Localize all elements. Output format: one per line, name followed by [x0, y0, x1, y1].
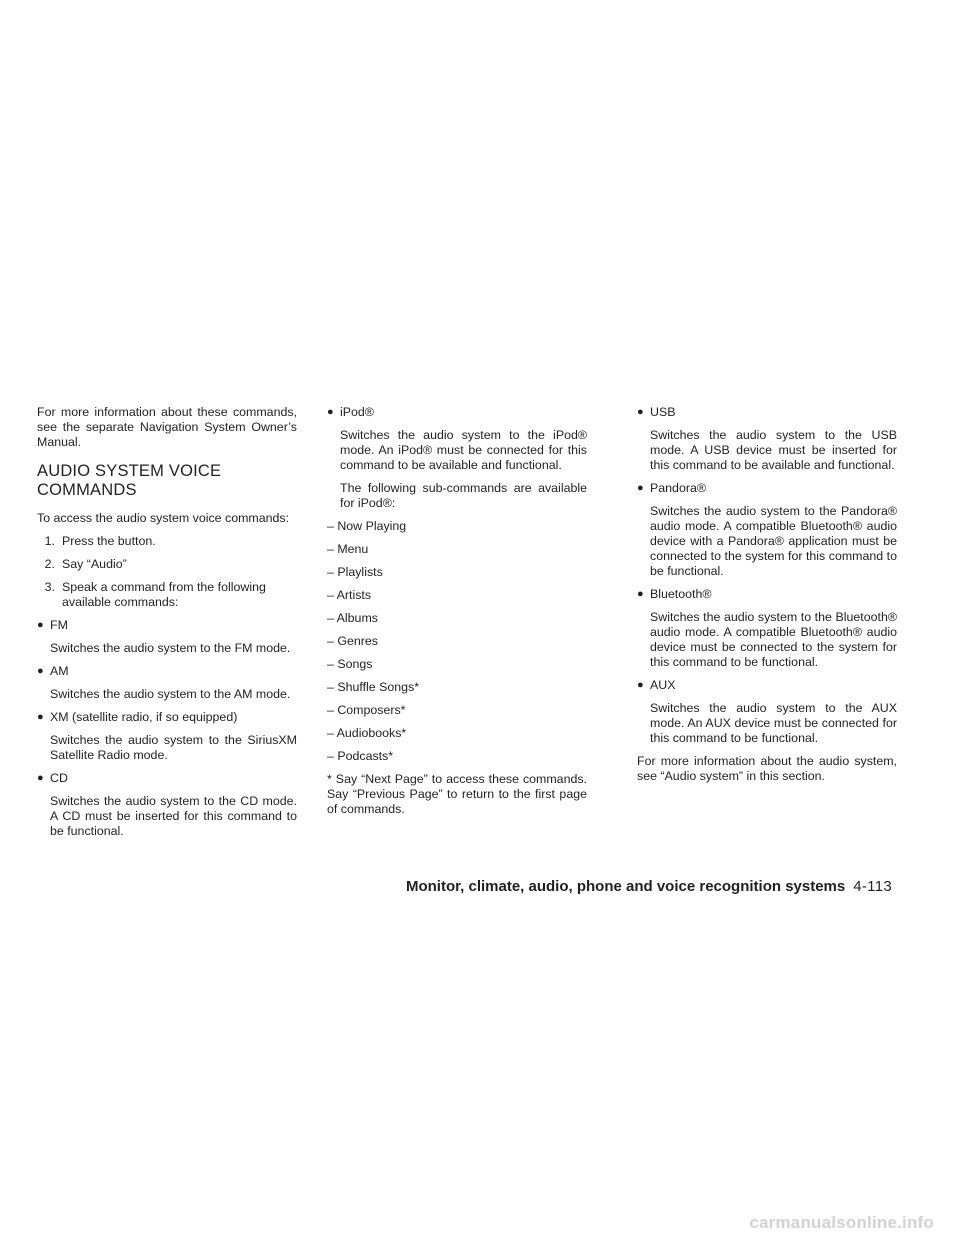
subcommand-item: – Audiobooks*	[327, 726, 407, 740]
command-label: Bluetooth®	[650, 587, 712, 601]
command-item	[637, 481, 897, 496]
step-text: Speak a command from the following available commands:	[62, 580, 266, 609]
command-description: Switches the audio system to the AUX mode. An AUX device must be connected for this command to be functional.	[650, 701, 897, 745]
subcommand-item: – Now Playing	[327, 519, 407, 533]
section-heading-line1: AUDIO SYSTEM VOICE	[37, 462, 222, 480]
step-item	[37, 580, 297, 610]
subcommand-item: – Shuffle Songs*	[327, 680, 420, 694]
command-item	[37, 664, 297, 679]
command-item	[637, 405, 897, 420]
subcommand-intro: The following sub-commands are available for iPod®:	[340, 481, 587, 510]
bullet-icon: ●	[637, 482, 644, 494]
command-item	[37, 771, 297, 786]
bullet-icon: ●	[637, 588, 644, 600]
step-number: 2.	[44, 557, 55, 571]
command-description: Switches the audio system to the FM mode.	[50, 641, 291, 655]
bullet-icon: ●	[637, 679, 644, 691]
command-label: AUX	[650, 678, 676, 692]
outro-paragraph: For more information about the audio system, see “Audio system” in this section.	[637, 754, 897, 783]
command-label: FM	[50, 618, 68, 632]
column-right	[637, 405, 897, 792]
command-description: Switches the audio system to the Pandora® audio mode. A compatible Bluetooth® audio device with a Pandora® application must be connected to the system for this command to be functional.	[650, 504, 897, 578]
section-heading-line2: COMMANDS	[37, 481, 137, 499]
subcommand-item: – Artists	[327, 588, 372, 602]
footer-section-title: Monitor, climate, audio, phone and voice recognition systems	[405, 878, 846, 895]
intro-paragraph: For more information about these commands, see the separate Navigation System Owner’s Manual.	[37, 405, 297, 449]
section-heading	[37, 462, 297, 500]
command-description: Switches the audio system to the Bluetooth® audio mode. A compatible Bluetooth® audio device must be connected to the system for this command to be functional.	[650, 610, 897, 669]
command-item	[637, 678, 897, 693]
bullet-icon: ●	[637, 406, 644, 418]
command-item	[37, 618, 297, 633]
subcommand-item: – Songs	[327, 657, 373, 671]
bullet-icon: ●	[37, 665, 44, 677]
step-item	[37, 557, 297, 572]
page-number: 4-113	[853, 878, 892, 895]
column-left	[37, 405, 297, 847]
command-label: AM	[50, 664, 69, 678]
step-text: Say “Audio”	[62, 557, 127, 571]
command-item	[327, 405, 587, 420]
command-description: Switches the audio system to the AM mode.	[50, 687, 291, 701]
page-footer	[406, 878, 892, 896]
subcommand-item: – Menu	[327, 542, 369, 556]
command-label: XM (satellite radio, if so equipped)	[50, 710, 238, 724]
watermark-logo: carmanualsonline.info	[749, 1213, 934, 1232]
command-description: Switches the audio system to the iPod® mode. An iPod® must be connected for this command to be available and functional.	[340, 428, 587, 472]
subcommand-list	[327, 519, 587, 764]
step-number: 3.	[44, 580, 55, 594]
step-number: 1.	[44, 534, 55, 548]
command-item	[637, 587, 897, 602]
command-label: CD	[50, 771, 68, 785]
access-paragraph: To access the audio system voice commands:	[37, 511, 290, 525]
column-middle	[327, 405, 587, 825]
bullet-icon: ●	[37, 711, 44, 723]
command-label: Pandora®	[650, 481, 706, 495]
bullet-icon: ●	[37, 619, 44, 631]
command-description: Switches the audio system to the SiriusXM Satellite Radio mode.	[50, 733, 297, 762]
footnote: * Say “Next Page” to access these commands. Say “Previous Page” to return to the first page of commands.	[327, 772, 587, 816]
subcommand-item: – Albums	[327, 611, 378, 625]
subcommand-item: – Podcasts*	[327, 749, 394, 763]
bullet-icon: ●	[327, 406, 334, 418]
step-item	[37, 534, 297, 549]
command-label: iPod®	[340, 405, 374, 419]
subcommand-item: – Composers*	[327, 703, 406, 717]
command-description: Switches the audio system to the USB mode. A USB device must be inserted for this command to be available and functional.	[650, 428, 897, 472]
command-description: Switches the audio system to the CD mode. A CD must be inserted for this command to be functional.	[50, 794, 297, 838]
step-text: Press the button.	[62, 534, 156, 548]
subcommand-item: – Playlists	[327, 565, 383, 579]
subcommand-item: – Genres	[327, 634, 378, 648]
command-item	[37, 710, 297, 725]
bullet-icon: ●	[37, 772, 44, 784]
command-label: USB	[650, 405, 676, 419]
